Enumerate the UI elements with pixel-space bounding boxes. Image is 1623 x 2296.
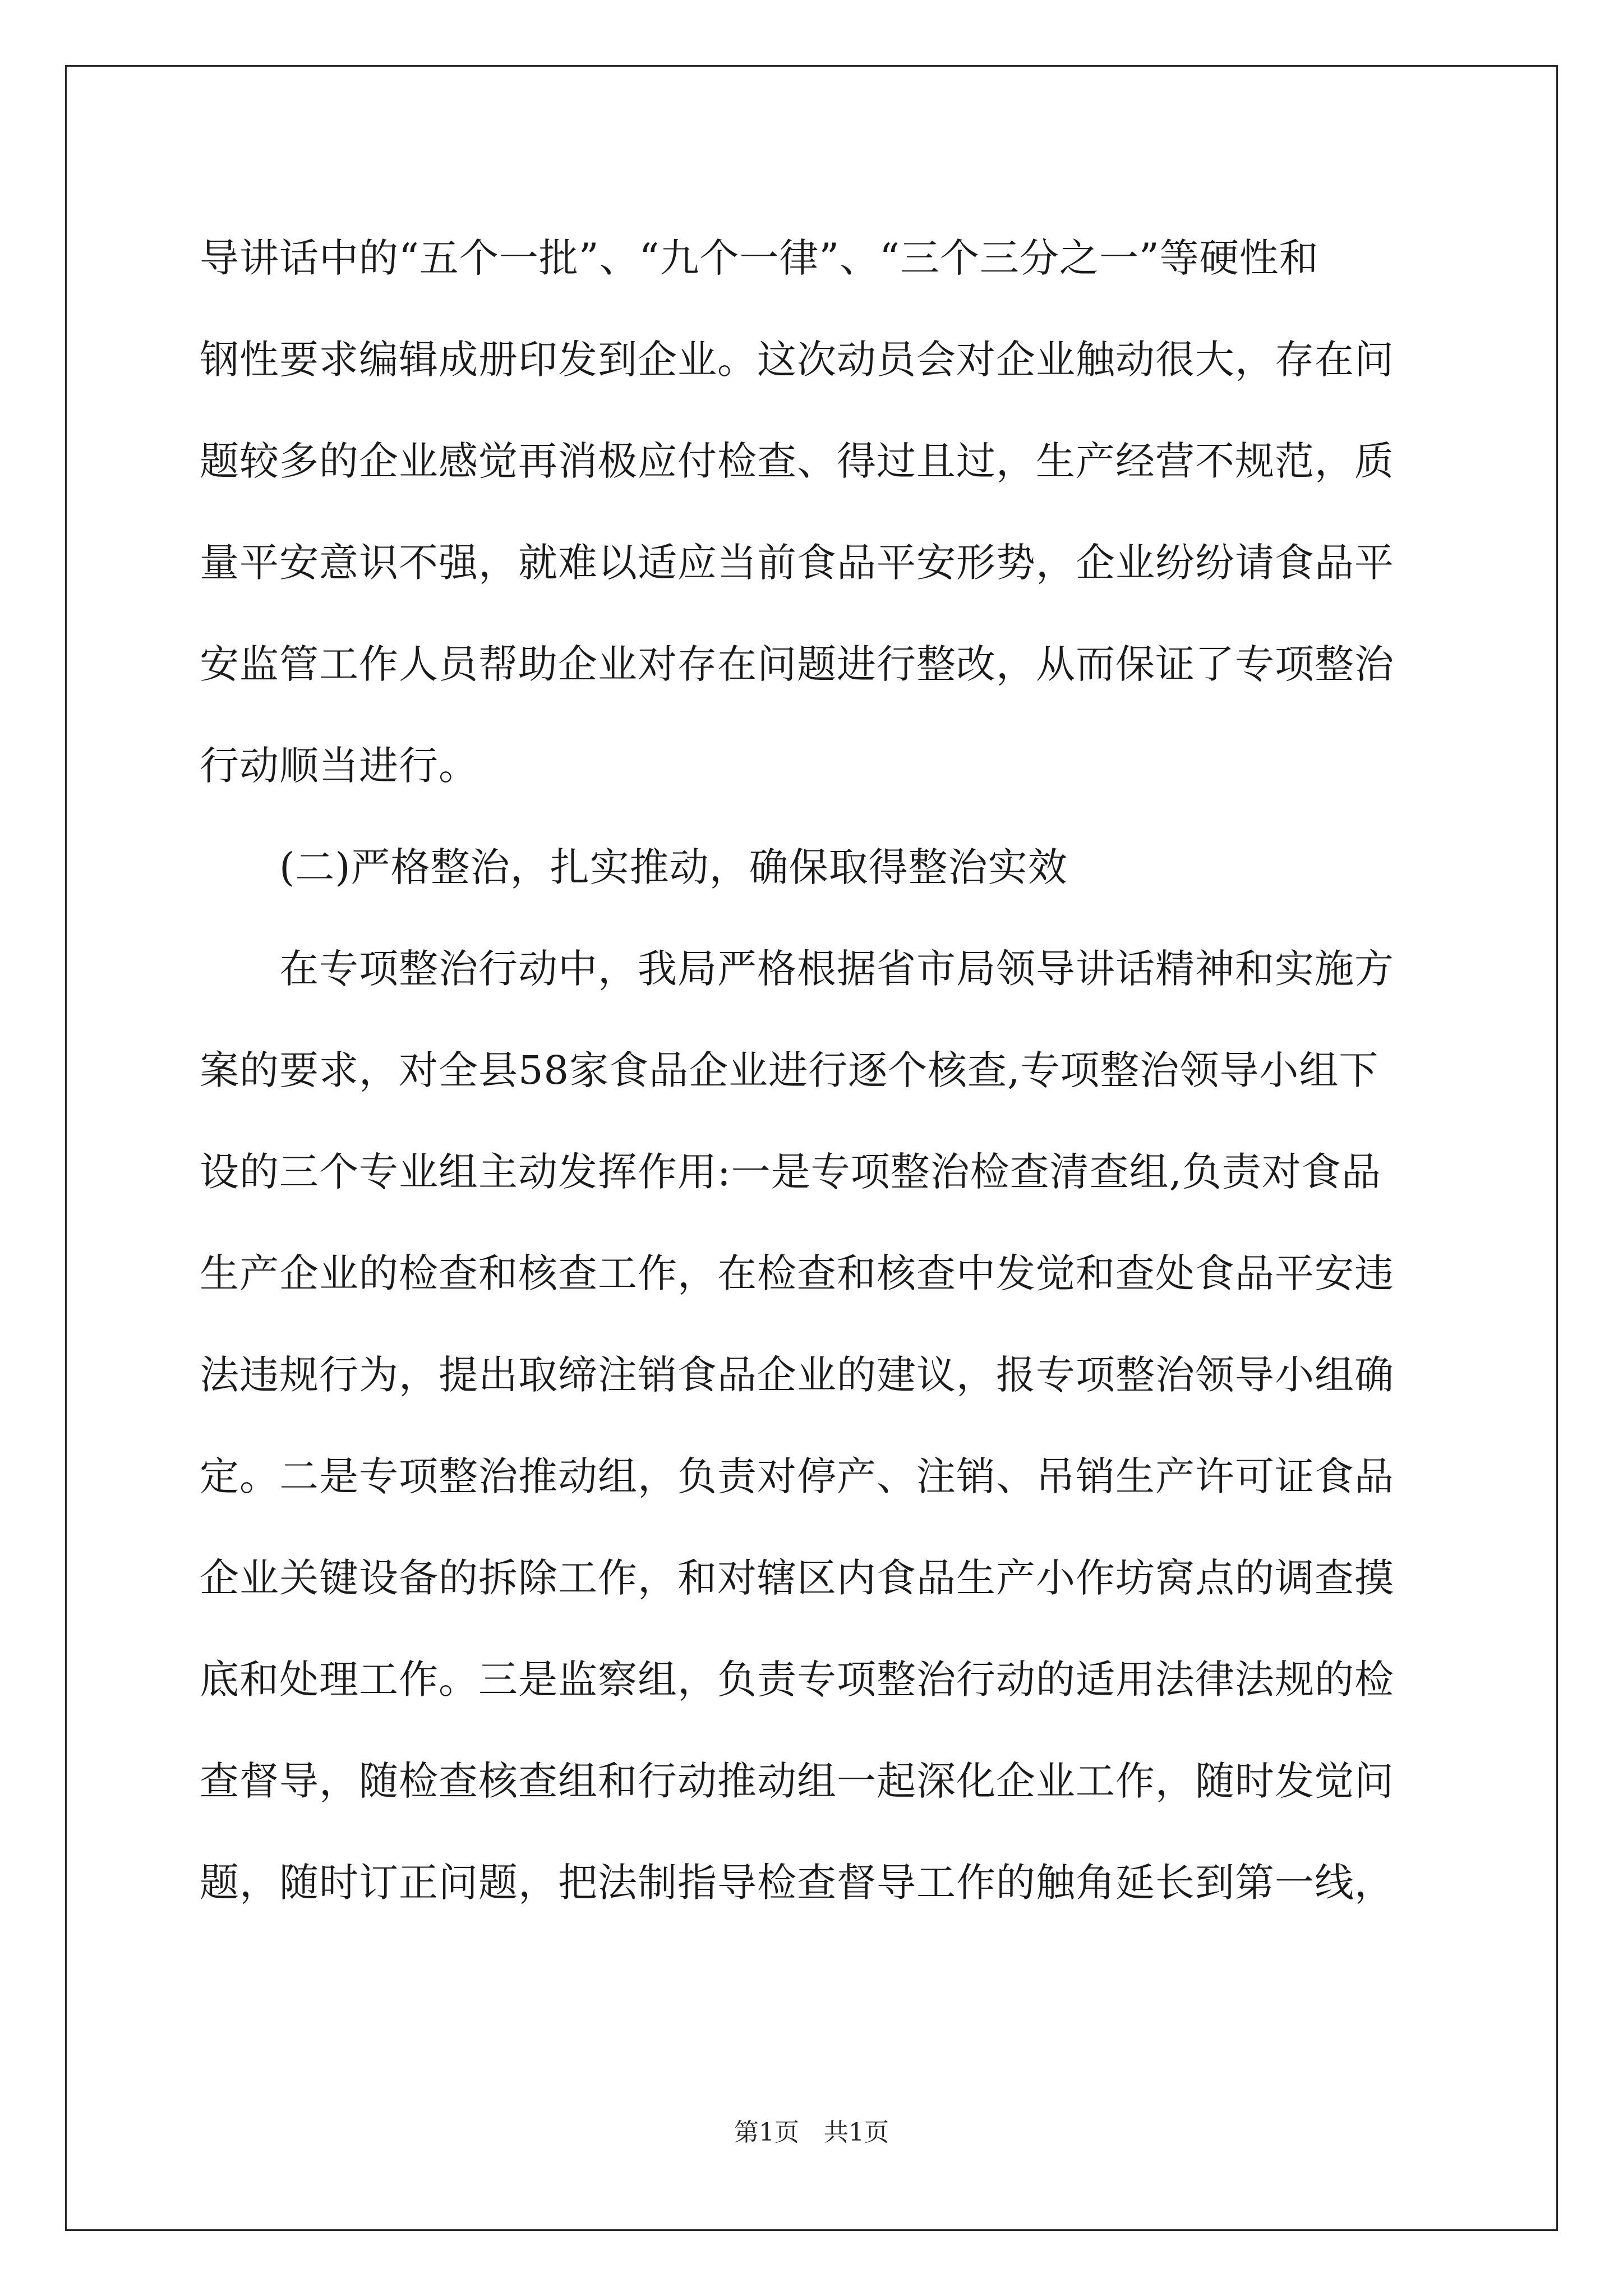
text-line: 设的三个专业组主动发挥作用:一是专项整治检查清查组,负责对食品 — [200, 1149, 1381, 1195]
text-line: 法违规行为，提出取缔注销食品企业的建议，报专项整治领导小组确 — [200, 1352, 1394, 1398]
text-line: 生产企业的检查和核查工作，在检查和核查中发觉和查处食品平安违 — [200, 1250, 1394, 1296]
text-line: 行动顺当进行。 — [200, 743, 478, 789]
text-line: 案的要求，对全县58家食品企业进行逐个核查,专项整治领导小组下 — [200, 1047, 1379, 1093]
text-line: 钢性要求编辑成册印发到企业。这次动员会对企业触动很大，存在问 — [200, 337, 1394, 383]
text-line: 查督导，随检查核查组和行动推动组一起深化企业工作，随时发觉问 — [200, 1758, 1394, 1804]
page-number-footer: 第1页 共1页 — [734, 2118, 889, 2147]
text-line: 企业关键设备的拆除工作，和对辖区内食品生产小作坊窝点的调查摸 — [200, 1555, 1394, 1601]
text-line: 量平安意识不强，就难以适应当前食品平安形势，企业纷纷请食品平 — [200, 540, 1394, 586]
section-heading: (二)严格整治，扎实推动，确保取得整治实效 — [200, 844, 1068, 890]
text-line: 导讲话中的“五个一批”、“九个一律”、“三个三分之一”等硬性和 — [200, 235, 1319, 281]
text-line: 底和处理工作。三是监察组，负责专项整治行动的适用法律法规的检 — [200, 1657, 1394, 1703]
text-line: 安监管工作人员帮助企业对存在问题进行整改，从而保证了专项整治 — [200, 641, 1394, 687]
text-line: 题较多的企业感觉再消极应付检查、得过且过，生产经营不规范，质 — [200, 438, 1394, 484]
text-line: 在专项整治行动中，我局严格根据省市局领导讲话精神和实施方 — [200, 946, 1394, 992]
text-line: 题，随时订正问题，把法制指导检查督导工作的触角延长到第一线， — [200, 1860, 1394, 1906]
document-body — [200, 208, 1431, 1934]
text-line: 定。二是专项整治推动组，负责对停产、注销、吊销生产许可证食品 — [200, 1453, 1394, 1499]
